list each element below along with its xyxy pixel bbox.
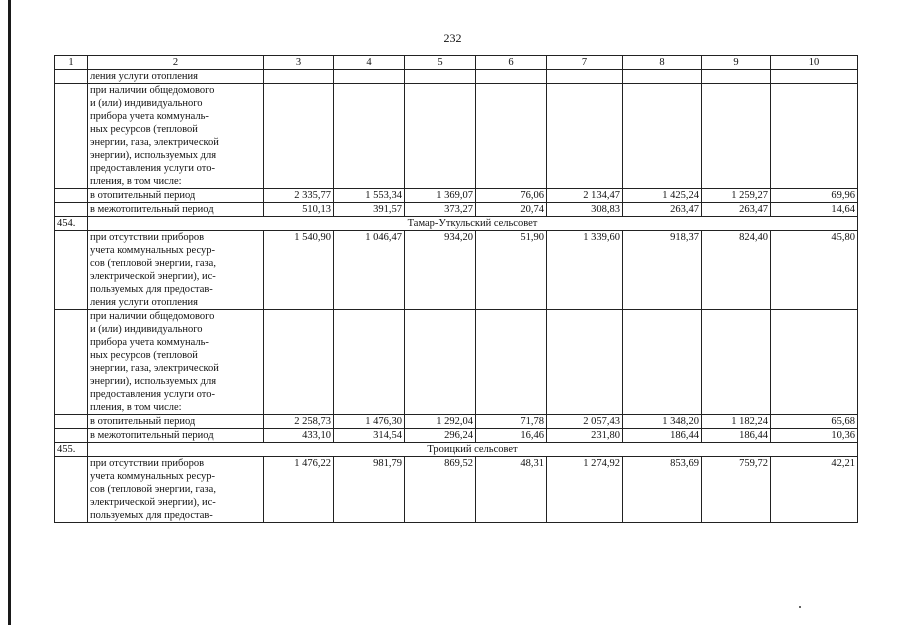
description-line: и (или) индивидуального	[90, 98, 203, 109]
value-col-6: 71,78	[476, 415, 547, 429]
description-line: при отсутствии приборов	[90, 232, 205, 243]
value-col-9	[702, 84, 771, 189]
row-description	[88, 70, 264, 84]
value-col-10: 69,96	[771, 189, 858, 203]
description-line: в отопительный период	[90, 416, 196, 427]
row-description	[88, 203, 264, 217]
value-col-4	[334, 70, 405, 84]
description-line: энергии, газа, электрической	[90, 137, 219, 148]
description-line: ных ресурсов (тепловой	[90, 350, 198, 361]
column-header-4: 4	[334, 56, 405, 70]
row-description	[88, 84, 264, 189]
column-header-2: 2	[88, 56, 264, 70]
description-line: электрической энергии), ис-	[90, 271, 216, 282]
value-col-3	[264, 70, 334, 84]
value-col-6	[476, 310, 547, 415]
row-description	[88, 189, 264, 203]
value-col-3	[264, 84, 334, 189]
description-line: в отопительный период	[90, 190, 196, 201]
description-line: пользуемых для предостав-	[90, 284, 213, 295]
value-col-7: 1 274,92	[547, 457, 623, 523]
description-line: учета коммунальных ресур-	[90, 471, 215, 482]
value-col-4	[334, 310, 405, 415]
value-col-6	[476, 84, 547, 189]
value-col-10: 14,64	[771, 203, 858, 217]
description-line: ных ресурсов (тепловой	[90, 124, 198, 135]
section-title: Троицкий сельсовет	[88, 443, 858, 457]
tariff-table	[54, 55, 858, 523]
value-col-9: 186,44	[702, 429, 771, 443]
description-line: при отсутствии приборов	[90, 458, 205, 469]
description-line: пления, в том числе:	[90, 176, 182, 187]
page-number: 232	[443, 31, 462, 45]
value-col-6: 48,31	[476, 457, 547, 523]
column-header-3: 3	[264, 56, 334, 70]
value-col-6	[476, 70, 547, 84]
value-col-7: 2 134,47	[547, 189, 623, 203]
value-col-10	[771, 70, 858, 84]
table-row	[55, 203, 858, 217]
section-number: 454.	[55, 217, 88, 231]
row-number-cell	[55, 203, 88, 217]
row-number-cell	[55, 70, 88, 84]
value-col-8: 1 348,20	[623, 415, 702, 429]
value-col-5	[405, 70, 476, 84]
description-line: сов (тепловой энергии, газа,	[90, 258, 216, 269]
value-col-10: 10,36	[771, 429, 858, 443]
column-header-8: 8	[623, 56, 702, 70]
description-line: энергии, газа, электрической	[90, 363, 219, 374]
description-line: энергии), используемых для	[90, 376, 217, 387]
description-line: сов (тепловой энергии, газа,	[90, 484, 216, 495]
value-col-8: 263,47	[623, 203, 702, 217]
scan-speck	[799, 606, 801, 608]
description-line: электрической энергии), ис-	[90, 497, 216, 508]
description-line: в межотопительный период	[90, 430, 214, 441]
value-col-3: 433,10	[264, 429, 334, 443]
row-number-cell	[55, 310, 88, 415]
description-line: предоставления услуги ото-	[90, 163, 215, 174]
value-col-4	[334, 84, 405, 189]
value-col-7: 1 339,60	[547, 231, 623, 310]
section-number: 455.	[55, 443, 88, 457]
table-row	[55, 310, 858, 415]
value-col-10	[771, 84, 858, 189]
value-col-9: 263,47	[702, 203, 771, 217]
section-row	[55, 217, 858, 231]
value-col-3: 2 335,77	[264, 189, 334, 203]
value-col-7	[547, 84, 623, 189]
value-col-3: 510,13	[264, 203, 334, 217]
value-col-5: 373,27	[405, 203, 476, 217]
scan-edge-line	[8, 0, 11, 625]
value-col-7: 231,80	[547, 429, 623, 443]
description-line: ления услуги отопления	[90, 297, 198, 308]
value-col-10: 65,68	[771, 415, 858, 429]
value-col-8: 918,37	[623, 231, 702, 310]
value-col-8	[623, 70, 702, 84]
value-col-4: 314,54	[334, 429, 405, 443]
section-row	[55, 443, 858, 457]
value-col-5: 934,20	[405, 231, 476, 310]
value-col-7	[547, 310, 623, 415]
value-col-4: 1 046,47	[334, 231, 405, 310]
value-col-6: 76,06	[476, 189, 547, 203]
value-col-10	[771, 310, 858, 415]
value-col-6: 16,46	[476, 429, 547, 443]
value-col-10: 45,80	[771, 231, 858, 310]
description-line: при наличии общедомового	[90, 311, 215, 322]
value-col-3: 1 540,90	[264, 231, 334, 310]
table-row	[55, 84, 858, 189]
value-col-6: 20,74	[476, 203, 547, 217]
description-line: прибора учета коммуналь-	[90, 337, 209, 348]
column-header-10: 10	[771, 56, 858, 70]
table-row	[55, 415, 858, 429]
description-line: предоставления услуги ото-	[90, 389, 215, 400]
value-col-8	[623, 84, 702, 189]
value-col-9: 1 259,27	[702, 189, 771, 203]
table-row	[55, 457, 858, 523]
row-number-cell	[55, 415, 88, 429]
column-header-6: 6	[476, 56, 547, 70]
column-header-5: 5	[405, 56, 476, 70]
value-col-5	[405, 84, 476, 189]
value-col-5: 1 292,04	[405, 415, 476, 429]
description-line: прибора учета коммуналь-	[90, 111, 209, 122]
value-col-3: 1 476,22	[264, 457, 334, 523]
value-col-9: 1 182,24	[702, 415, 771, 429]
description-line: учета коммунальных ресур-	[90, 245, 215, 256]
column-header-7: 7	[547, 56, 623, 70]
value-col-10: 42,21	[771, 457, 858, 523]
value-col-9: 759,72	[702, 457, 771, 523]
value-col-9	[702, 70, 771, 84]
value-col-6: 51,90	[476, 231, 547, 310]
column-header-1: 1	[55, 56, 88, 70]
row-description	[88, 457, 264, 523]
row-number-cell	[55, 84, 88, 189]
value-col-3	[264, 310, 334, 415]
value-col-5: 1 369,07	[405, 189, 476, 203]
column-header-9: 9	[702, 56, 771, 70]
value-col-7: 308,83	[547, 203, 623, 217]
value-col-4: 391,57	[334, 203, 405, 217]
row-description	[88, 310, 264, 415]
value-col-9	[702, 310, 771, 415]
row-number-cell	[55, 457, 88, 523]
value-col-5: 869,52	[405, 457, 476, 523]
table-row	[55, 70, 858, 84]
value-col-8: 186,44	[623, 429, 702, 443]
value-col-3: 2 258,73	[264, 415, 334, 429]
value-col-4: 1 553,34	[334, 189, 405, 203]
description-line: в межотопительный период	[90, 204, 214, 215]
description-line: энергии), используемых для	[90, 150, 217, 161]
row-number-cell	[55, 189, 88, 203]
table-row	[55, 429, 858, 443]
row-number-cell	[55, 231, 88, 310]
value-col-5: 296,24	[405, 429, 476, 443]
description-line: и (или) индивидуального	[90, 324, 203, 335]
row-description	[88, 429, 264, 443]
value-col-5	[405, 310, 476, 415]
description-line: при наличии общедомового	[90, 85, 215, 96]
value-col-8: 853,69	[623, 457, 702, 523]
description-line: пления, в том числе:	[90, 402, 182, 413]
section-title: Тамар-Уткульский сельсовет	[88, 217, 858, 231]
value-col-7	[547, 70, 623, 84]
table-row	[55, 189, 858, 203]
description-line: ления услуги отопления	[90, 71, 198, 82]
value-col-4: 981,79	[334, 457, 405, 523]
header-row	[55, 56, 858, 70]
table-body	[55, 56, 858, 523]
row-description	[88, 415, 264, 429]
row-description	[88, 231, 264, 310]
table-row	[55, 231, 858, 310]
value-col-9: 824,40	[702, 231, 771, 310]
row-number-cell	[55, 429, 88, 443]
value-col-8	[623, 310, 702, 415]
description-line: пользуемых для предостав-	[90, 510, 213, 521]
value-col-7: 2 057,43	[547, 415, 623, 429]
value-col-4: 1 476,30	[334, 415, 405, 429]
value-col-8: 1 425,24	[623, 189, 702, 203]
